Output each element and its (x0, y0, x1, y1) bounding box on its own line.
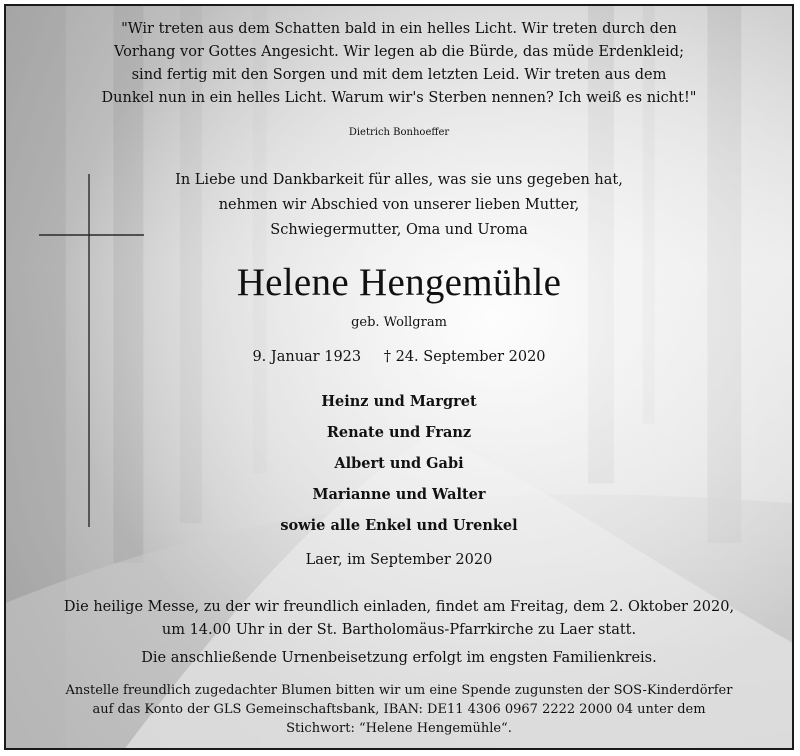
place-and-date: Laer, im September 2020 (305, 552, 493, 568)
death-date: † 24. September 2020 (383, 349, 546, 365)
maiden-name: geb. Wollgram (351, 315, 447, 330)
donation-line: auf das Konto der GLS Gemeinschaftsbank, IBAN: DE11 4306 0967 2222 2000 04 unter dem (92, 702, 706, 717)
mass-announcement (6, 596, 792, 642)
farewell-intro (6, 168, 792, 243)
intro-line: Schwiegermutter, Oma und Uroma (270, 222, 528, 238)
quote-line: sind fertig mit den Sorgen und mit dem letzten Leid. Wir treten aus dem (131, 67, 667, 83)
quote-line: "Wir treten aus dem Schatten bald in ein helles Licht. Wir treten durch den (121, 21, 677, 37)
bereaved-item: Marianne und Walter (312, 486, 486, 503)
bereaved-item: Heinz und Margret (321, 393, 477, 410)
intro-line: In Liebe und Dankbarkeit für alles, was sie uns gegeben hat, (175, 172, 623, 188)
bereaved-list (6, 386, 792, 541)
donation-request (6, 681, 792, 738)
quote-author: Dietrich Bonhoeffer (348, 127, 450, 138)
obituary-frame (4, 4, 794, 750)
bereaved-item: Renate und Franz (326, 424, 472, 441)
mass-line: Die heilige Messe, zu der wir freundlich einladen, findet am Freitag, dem 2. Oktober 2020, (63, 599, 735, 615)
bereaved-item: Albert und Gabi (334, 455, 464, 472)
quote-line: Vorhang vor Gottes Angesicht. Wir legen ab die Bürde, das müde Erdenkleid; (114, 44, 684, 60)
bonhoeffer-quote (6, 18, 792, 110)
life-dates (6, 349, 792, 365)
birth-date: 9. Januar 1923 (252, 349, 362, 365)
bereaved-item: sowie alle Enkel und Urenkel (280, 517, 518, 534)
intro-line: nehmen wir Abschied von unserer lieben Mutter, (218, 197, 580, 213)
quote-line: Dunkel nun in ein helles Licht. Warum wir's Sterben nennen? Ich weiß es nicht!" (101, 90, 697, 106)
mass-line: um 14.00 Uhr in der St. Bartholomäus-Pfarrkirche zu Laer statt. (161, 622, 637, 638)
deceased-name: Helene Hengemühle (236, 261, 562, 304)
burial-note: Die anschließende Urnenbeisetzung erfolgt im engsten Familienkreis. (141, 650, 657, 666)
donation-line: Stichwort: “Helene Hengemühle“. (286, 721, 512, 736)
donation-line: Anstelle freundlich zugedachter Blumen bitten wir um eine Spende zugunsten der SOS-Kinderdörfer (65, 683, 733, 698)
